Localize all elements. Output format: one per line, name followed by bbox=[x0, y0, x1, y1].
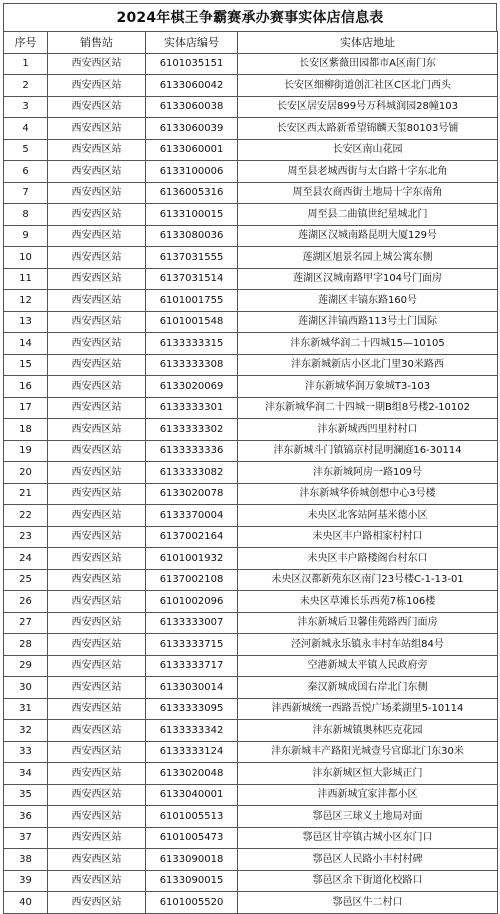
row-index-cell: 14 bbox=[4, 333, 48, 355]
document-title: 2024年棋王争霸赛承办赛事实体店信息表 bbox=[3, 3, 497, 31]
table-row bbox=[4, 290, 498, 312]
table-row bbox=[4, 376, 498, 398]
store-address-cell: 鄠邑区牛二村口 bbox=[238, 892, 498, 914]
store-address-cell: 沣西新城宜家沣都小区 bbox=[238, 784, 498, 806]
store-address-cell: 长安区紫薇田园都市A区南门东 bbox=[238, 53, 498, 75]
store-address-cell: 长安区南山花园 bbox=[238, 139, 498, 161]
table-row bbox=[4, 548, 498, 570]
store-id-cell: 6137002108 bbox=[146, 569, 238, 591]
store-address-cell: 莲湖区汉城南路昆明大厦129号 bbox=[238, 225, 498, 247]
store-id-cell: 6137031555 bbox=[146, 247, 238, 269]
sales-station-cell: 西安西区站 bbox=[48, 161, 146, 183]
store-address-cell: 周至县老城西街与太白路十字东北角 bbox=[238, 161, 498, 183]
header-index: 序号 bbox=[4, 32, 48, 54]
sales-station-cell: 西安西区站 bbox=[48, 741, 146, 763]
sales-station-cell: 西安西区站 bbox=[48, 290, 146, 312]
sales-station-cell: 西安西区站 bbox=[48, 118, 146, 140]
header-store-address: 实体店地址 bbox=[238, 32, 498, 54]
store-id-cell: 6133020048 bbox=[146, 763, 238, 785]
store-address-cell: 周至县农商西街土地局十字东南角 bbox=[238, 182, 498, 204]
sales-station-cell: 西安西区站 bbox=[48, 462, 146, 484]
store-address-cell: 长安区居安居899号万科城润园28幢103 bbox=[238, 96, 498, 118]
row-index-cell: 21 bbox=[4, 483, 48, 505]
row-index-cell: 9 bbox=[4, 225, 48, 247]
sales-station-cell: 西安西区站 bbox=[48, 569, 146, 591]
store-address-cell: 沣东新城华润万象城T3-103 bbox=[238, 376, 498, 398]
row-index-cell: 10 bbox=[4, 247, 48, 269]
store-id-cell: 6133333007 bbox=[146, 612, 238, 634]
store-address-cell: 莲湖区旭景名园上城公寓东侧 bbox=[238, 247, 498, 269]
row-index-cell: 11 bbox=[4, 268, 48, 290]
store-id-cell: 6133060039 bbox=[146, 118, 238, 140]
store-id-cell: 6133333308 bbox=[146, 354, 238, 376]
store-id-cell: 6133333336 bbox=[146, 440, 238, 462]
sales-station-cell: 西安西区站 bbox=[48, 505, 146, 527]
store-id-cell: 6133060001 bbox=[146, 139, 238, 161]
store-id-cell: 6101005520 bbox=[146, 892, 238, 914]
table-row bbox=[4, 634, 498, 656]
table-row bbox=[4, 483, 498, 505]
row-index-cell: 1 bbox=[4, 53, 48, 75]
table-row bbox=[4, 397, 498, 419]
store-id-cell: 6133030014 bbox=[146, 677, 238, 699]
store-id-cell: 6101035151 bbox=[146, 53, 238, 75]
sales-station-cell: 西安西区站 bbox=[48, 526, 146, 548]
row-index-cell: 6 bbox=[4, 161, 48, 183]
row-index-cell: 18 bbox=[4, 419, 48, 441]
sales-station-cell: 西安西区站 bbox=[48, 419, 146, 441]
row-index-cell: 5 bbox=[4, 139, 48, 161]
table-row bbox=[4, 698, 498, 720]
store-address-cell: 长安区西太路新希望锦麟天玺80103号铺 bbox=[238, 118, 498, 140]
row-index-cell: 13 bbox=[4, 311, 48, 333]
row-index-cell: 35 bbox=[4, 784, 48, 806]
sales-station-cell: 西安西区站 bbox=[48, 548, 146, 570]
sales-station-cell: 西安西区站 bbox=[48, 333, 146, 355]
sales-station-cell: 西安西区站 bbox=[48, 827, 146, 849]
store-address-cell: 泾河新城永乐镇永丰村车站组84号 bbox=[238, 634, 498, 656]
row-index-cell: 29 bbox=[4, 655, 48, 677]
store-id-cell: 6133040001 bbox=[146, 784, 238, 806]
store-address-cell: 鄠邑区人民路小丰村村碑 bbox=[238, 849, 498, 871]
store-id-cell: 6133080036 bbox=[146, 225, 238, 247]
table-row bbox=[4, 182, 498, 204]
store-address-cell: 鄠邑区三球义土地局对面 bbox=[238, 806, 498, 828]
row-index-cell: 24 bbox=[4, 548, 48, 570]
sales-station-cell: 西安西区站 bbox=[48, 96, 146, 118]
row-index-cell: 40 bbox=[4, 892, 48, 914]
store-address-cell: 沣西新城统一西路吾悦广场柔湖里5-10114 bbox=[238, 698, 498, 720]
row-index-cell: 2 bbox=[4, 75, 48, 97]
store-id-cell: 6133333124 bbox=[146, 741, 238, 763]
table-row bbox=[4, 569, 498, 591]
sales-station-cell: 西安西区站 bbox=[48, 892, 146, 914]
store-address-cell: 秦汉新城成国右岸北门东侧 bbox=[238, 677, 498, 699]
sales-station-cell: 西安西区站 bbox=[48, 806, 146, 828]
sales-station-cell: 西安西区站 bbox=[48, 311, 146, 333]
store-address-cell: 沣东新城华侨城创想中心3号楼 bbox=[238, 483, 498, 505]
sales-station-cell: 西安西区站 bbox=[48, 53, 146, 75]
store-id-cell: 6133333315 bbox=[146, 333, 238, 355]
table-row bbox=[4, 204, 498, 226]
row-index-cell: 25 bbox=[4, 569, 48, 591]
row-index-cell: 38 bbox=[4, 849, 48, 871]
sales-station-cell: 西安西区站 bbox=[48, 591, 146, 613]
row-index-cell: 31 bbox=[4, 698, 48, 720]
store-address-cell: 沣东新城西凹里村村口 bbox=[238, 419, 498, 441]
table-row bbox=[4, 505, 498, 527]
table-row bbox=[4, 784, 498, 806]
row-index-cell: 32 bbox=[4, 720, 48, 742]
table-row bbox=[4, 225, 498, 247]
store-address-cell: 周至县二曲镇世纪星城北门 bbox=[238, 204, 498, 226]
sales-station-cell: 西安西区站 bbox=[48, 182, 146, 204]
table-row bbox=[4, 268, 498, 290]
store-id-cell: 6101001932 bbox=[146, 548, 238, 570]
sales-station-cell: 西安西区站 bbox=[48, 354, 146, 376]
store-id-cell: 6133333342 bbox=[146, 720, 238, 742]
store-id-cell: 6133020078 bbox=[146, 483, 238, 505]
table-row bbox=[4, 118, 498, 140]
sales-station-cell: 西安西区站 bbox=[48, 75, 146, 97]
sales-station-cell: 西安西区站 bbox=[48, 655, 146, 677]
header-store-id: 实体店编号 bbox=[146, 32, 238, 54]
row-index-cell: 8 bbox=[4, 204, 48, 226]
store-address-cell: 鄠邑区余下街道化校路口 bbox=[238, 870, 498, 892]
store-id-cell: 6133020069 bbox=[146, 376, 238, 398]
sales-station-cell: 西安西区站 bbox=[48, 483, 146, 505]
row-index-cell: 17 bbox=[4, 397, 48, 419]
table-row bbox=[4, 247, 498, 269]
store-address-cell: 长安区细柳街道创汇社区C区北门西头 bbox=[238, 75, 498, 97]
table-row bbox=[4, 161, 498, 183]
store-address-cell: 沣东新城丰产路阳光城壹号官邸北门东30米 bbox=[238, 741, 498, 763]
store-address-cell: 沣东新城斗门镇镐京村昆明澜庭16-30114 bbox=[238, 440, 498, 462]
table-row bbox=[4, 892, 498, 914]
table-row bbox=[4, 763, 498, 785]
table-row bbox=[4, 462, 498, 484]
row-index-cell: 36 bbox=[4, 806, 48, 828]
sales-station-cell: 西安西区站 bbox=[48, 268, 146, 290]
store-address-cell: 沣东新城阿房一路109号 bbox=[238, 462, 498, 484]
sales-station-cell: 西安西区站 bbox=[48, 698, 146, 720]
table-row bbox=[4, 849, 498, 871]
store-id-cell: 6133333302 bbox=[146, 419, 238, 441]
sales-station-cell: 西安西区站 bbox=[48, 763, 146, 785]
row-index-cell: 39 bbox=[4, 870, 48, 892]
table-row bbox=[4, 741, 498, 763]
table-row bbox=[4, 333, 498, 355]
table-row bbox=[4, 827, 498, 849]
table-row bbox=[4, 96, 498, 118]
store-id-cell: 6133333301 bbox=[146, 397, 238, 419]
store-id-cell: 6133333715 bbox=[146, 634, 238, 656]
row-index-cell: 28 bbox=[4, 634, 48, 656]
store-id-cell: 6137002164 bbox=[146, 526, 238, 548]
row-index-cell: 33 bbox=[4, 741, 48, 763]
row-index-cell: 19 bbox=[4, 440, 48, 462]
row-index-cell: 37 bbox=[4, 827, 48, 849]
store-id-cell: 6133370004 bbox=[146, 505, 238, 527]
store-id-cell: 6101002096 bbox=[146, 591, 238, 613]
row-index-cell: 20 bbox=[4, 462, 48, 484]
sales-station-cell: 西安西区站 bbox=[48, 376, 146, 398]
sales-station-cell: 西安西区站 bbox=[48, 677, 146, 699]
store-address-cell: 沣东新城华润二十四城15—10105 bbox=[238, 333, 498, 355]
table-row bbox=[4, 612, 498, 634]
store-id-cell: 6101001755 bbox=[146, 290, 238, 312]
store-id-cell: 6133333717 bbox=[146, 655, 238, 677]
table-row bbox=[4, 139, 498, 161]
store-id-cell: 6133333082 bbox=[146, 462, 238, 484]
row-index-cell: 16 bbox=[4, 376, 48, 398]
row-index-cell: 26 bbox=[4, 591, 48, 613]
store-address-cell: 未央区汉都新苑东区南门23号楼C-1-13-01 bbox=[238, 569, 498, 591]
store-id-cell: 6137031514 bbox=[146, 268, 238, 290]
store-address-cell: 沣东新城后卫馨佳苑路西门面房 bbox=[238, 612, 498, 634]
table-row bbox=[4, 311, 498, 333]
store-address-cell: 沣东新城区恒大影城正门 bbox=[238, 763, 498, 785]
table-row bbox=[4, 870, 498, 892]
row-index-cell: 3 bbox=[4, 96, 48, 118]
store-address-cell: 沣东新城新店小区北门里30米路西 bbox=[238, 354, 498, 376]
row-index-cell: 7 bbox=[4, 182, 48, 204]
sales-station-cell: 西安西区站 bbox=[48, 634, 146, 656]
table-row bbox=[4, 655, 498, 677]
row-index-cell: 23 bbox=[4, 526, 48, 548]
store-id-cell: 6136005316 bbox=[146, 182, 238, 204]
store-address-cell: 未央区草滩长乐西苑7栋106楼 bbox=[238, 591, 498, 613]
row-index-cell: 12 bbox=[4, 290, 48, 312]
table-row bbox=[4, 354, 498, 376]
store-address-cell: 沣东新城镇奥林匹克花园 bbox=[238, 720, 498, 742]
table-row bbox=[4, 677, 498, 699]
store-address-cell: 未央区丰户路相家村村口 bbox=[238, 526, 498, 548]
header-sales-station: 销售站 bbox=[48, 32, 146, 54]
store-id-cell: 6133333095 bbox=[146, 698, 238, 720]
sales-station-cell: 西安西区站 bbox=[48, 225, 146, 247]
row-index-cell: 30 bbox=[4, 677, 48, 699]
table-row bbox=[4, 591, 498, 613]
store-address-cell: 沣东新城华润二十四城一期B组8号楼2-10102 bbox=[238, 397, 498, 419]
table-row bbox=[4, 526, 498, 548]
sales-station-cell: 西安西区站 bbox=[48, 204, 146, 226]
row-index-cell: 22 bbox=[4, 505, 48, 527]
store-id-cell: 6133060038 bbox=[146, 96, 238, 118]
store-id-cell: 6133100015 bbox=[146, 204, 238, 226]
table-body bbox=[4, 53, 498, 913]
store-address-cell: 莲湖区沣镐西路113号土门国际 bbox=[238, 311, 498, 333]
sales-station-cell: 西安西区站 bbox=[48, 870, 146, 892]
store-address-cell: 空港新城太平镇人民政府旁 bbox=[238, 655, 498, 677]
sales-station-cell: 西安西区站 bbox=[48, 720, 146, 742]
store-id-cell: 6133090018 bbox=[146, 849, 238, 871]
store-id-cell: 6133060042 bbox=[146, 75, 238, 97]
table-row bbox=[4, 440, 498, 462]
table-row bbox=[4, 419, 498, 441]
row-index-cell: 27 bbox=[4, 612, 48, 634]
table-row bbox=[4, 75, 498, 97]
store-address-cell: 未央区丰户路楼阁台村东口 bbox=[238, 548, 498, 570]
sales-station-cell: 西安西区站 bbox=[48, 612, 146, 634]
store-id-cell: 6133100006 bbox=[146, 161, 238, 183]
store-id-cell: 6133090015 bbox=[146, 870, 238, 892]
store-info-table bbox=[3, 31, 498, 914]
store-address-cell: 莲湖区汉城南路甲字104号门面房 bbox=[238, 268, 498, 290]
store-id-cell: 6101001548 bbox=[146, 311, 238, 333]
sales-station-cell: 西安西区站 bbox=[48, 784, 146, 806]
table-row bbox=[4, 806, 498, 828]
row-index-cell: 34 bbox=[4, 763, 48, 785]
table-row bbox=[4, 53, 498, 75]
row-index-cell: 4 bbox=[4, 118, 48, 140]
table-header-row bbox=[4, 32, 498, 54]
sales-station-cell: 西安西区站 bbox=[48, 440, 146, 462]
sales-station-cell: 西安西区站 bbox=[48, 849, 146, 871]
store-address-cell: 莲湖区丰镐东路160号 bbox=[238, 290, 498, 312]
row-index-cell: 15 bbox=[4, 354, 48, 376]
store-address-cell: 未央区北客站阿基米德小区 bbox=[238, 505, 498, 527]
store-id-cell: 6101005513 bbox=[146, 806, 238, 828]
sales-station-cell: 西安西区站 bbox=[48, 139, 146, 161]
store-address-cell: 鄠邑区甘亭镇古城小区东门口 bbox=[238, 827, 498, 849]
sales-station-cell: 西安西区站 bbox=[48, 247, 146, 269]
sales-station-cell: 西安西区站 bbox=[48, 397, 146, 419]
store-id-cell: 6101005473 bbox=[146, 827, 238, 849]
table-row bbox=[4, 720, 498, 742]
